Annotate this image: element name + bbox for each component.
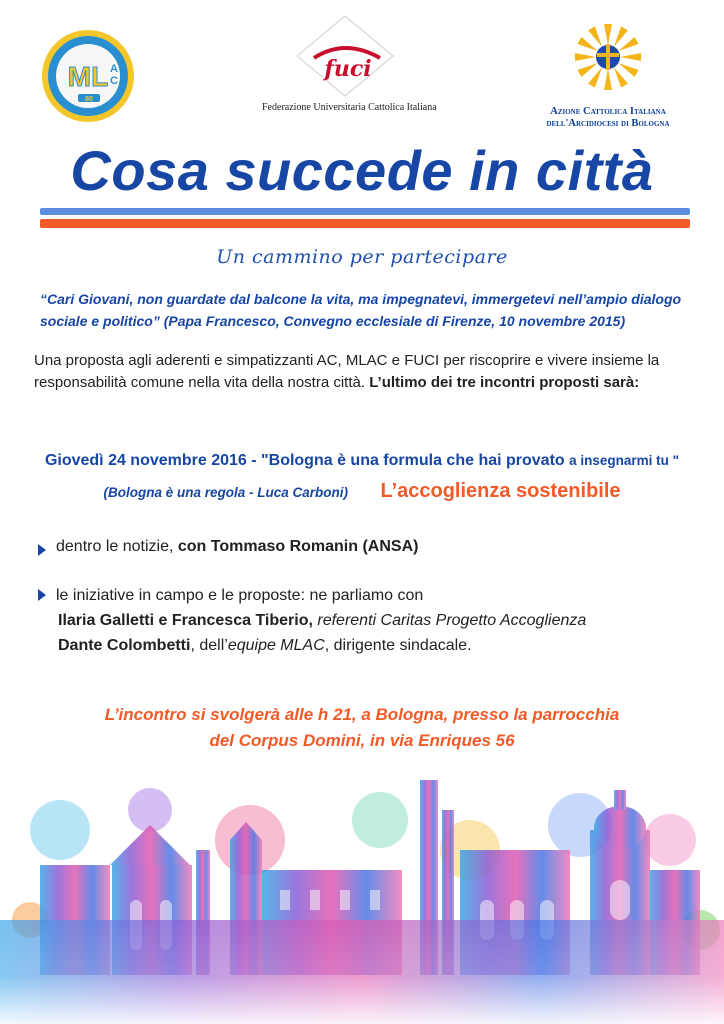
title-underline-orange: [40, 219, 690, 228]
event-location: L’incontro si svolgerà alle h 21, a Bologna, presso la parrocchia del Corpus Domini, in via Enriques 56: [104, 705, 620, 750]
event-theme: L’accoglienza sostenibile: [380, 480, 621, 502]
fuci-caption: Federazione Universitaria Cattolica Italiana: [262, 102, 437, 113]
quote-source: (Papa Francesco, Convegno ecclesiale di Firenze, 10 novembre 2015): [163, 313, 626, 329]
list-item: le iniziative in campo e le proposte: ne parliamo con Ilaria Galletti e Francesca Tiberio, referenti Caritas Progetto Accoglienza Dante Colombetti, dell’equipe MLAC, dirigente sindacale.: [56, 587, 587, 654]
svg-text:80: 80: [85, 96, 93, 103]
page-title: Cosa succede in città: [70, 139, 654, 202]
song-source: (Bologna è una regola - Luca Carboni): [103, 485, 348, 500]
svg-text:ML: ML: [67, 61, 109, 92]
event-song-part2: a insegnarmi tu ": [569, 453, 680, 468]
intro-emphasis: L’ultimo dei tre incontri proposti sarà:: [369, 374, 640, 391]
azione-cattolica-logo: [538, 22, 678, 132]
svg-text:fuci: fuci: [324, 56, 372, 82]
list-item: dentro le notizie, con Tommaso Romanin (ANSA): [56, 538, 419, 555]
subtitle: Un cammino per partecipare: [216, 246, 508, 268]
fuci-logo: [262, 12, 437, 120]
bologna-skyline-illustration: [0, 770, 724, 1024]
mlac-logo: [40, 28, 136, 124]
title-underline-blue: [40, 208, 690, 215]
quote-text: “Cari Giovani, non guardate dal balcone la vita, ma impegnatevi, immergetevi nell’ampio dialogo sociale e politico”: [40, 291, 682, 329]
event-song-part1: "Bologna è una formula che hai provato: [261, 452, 565, 469]
ac-caption: Azione Cattolica Italiana dell'Arcidiocesi di Bologna: [546, 106, 670, 129]
bullet-arrow-icon: [38, 544, 46, 556]
pope-quote: [40, 288, 690, 332]
bullet-arrow-icon: [38, 589, 46, 601]
svg-text:A: A: [110, 63, 118, 75]
event-line: [0, 452, 724, 470]
intro-paragraph: [34, 350, 694, 394]
song-line: [0, 480, 724, 503]
ac-sun-icon: [573, 22, 643, 92]
intro-text: Una proposta agli aderenti e simpatizzanti AC, MLAC e FUCI per riscoprire e vivere insieme la responsabilità comune nella vita della nostra città.: [34, 352, 660, 391]
event-date: Giovedì 24 novembre 2016 -: [44, 452, 257, 469]
svg-text:C: C: [110, 75, 118, 87]
